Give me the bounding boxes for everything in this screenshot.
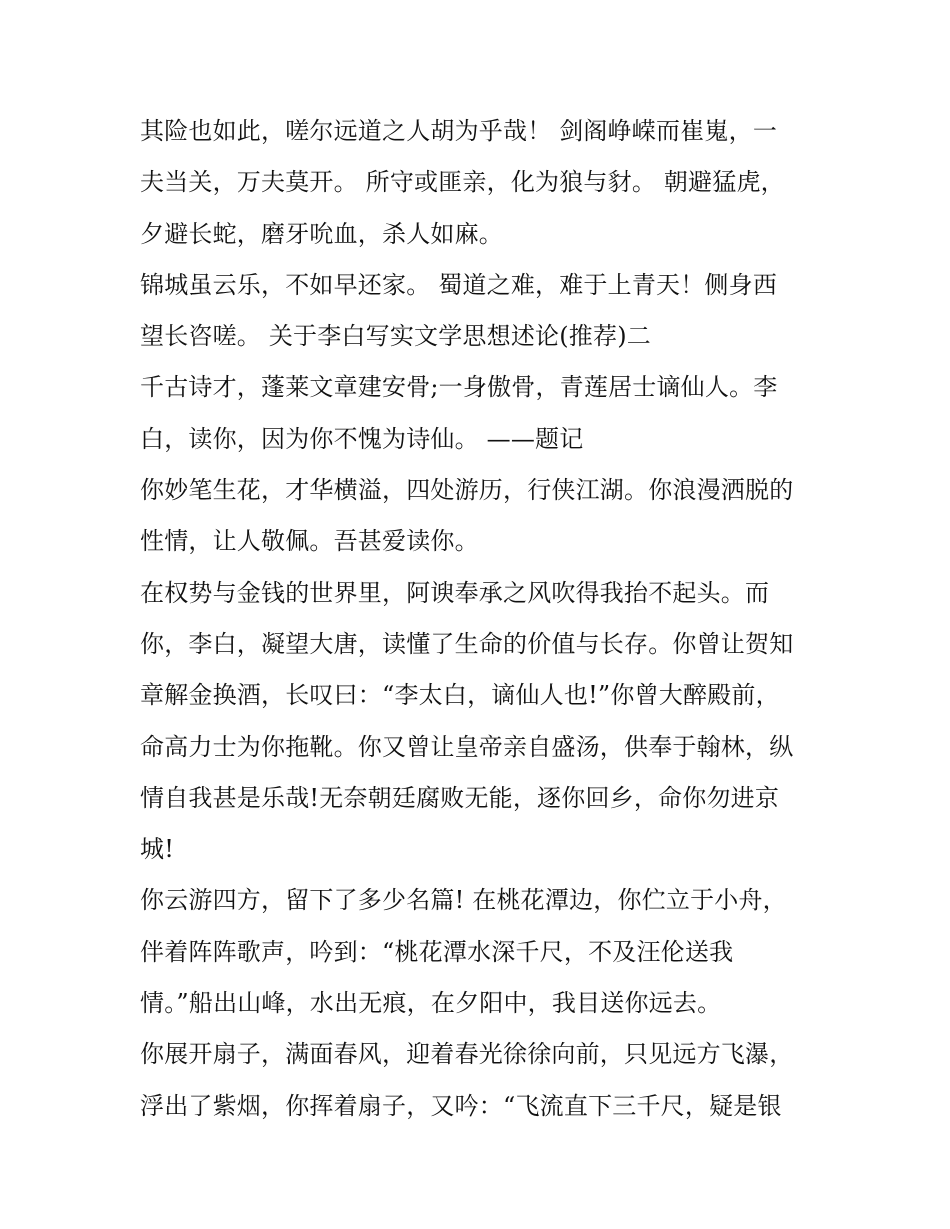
text-line: 你云游四方，留下了多少名篇! 在桃花潭边，你伫立于小舟， xyxy=(140,886,787,915)
document-body xyxy=(140,106,820,1132)
text-line: 情自我甚是乐哉!无奈朝廷腐败无能，逐你回乡，命你勿进京 xyxy=(140,783,780,812)
text-line: 城! xyxy=(140,835,175,864)
text-line: 在权势与金钱的世界里，阿谀奉承之风吹得我抬不起头。而 xyxy=(140,578,770,607)
text-line: 千古诗才，蓬莱文章建安骨;一身傲骨，青莲居士谪仙人。李 xyxy=(140,373,778,402)
text-line: 命高力士为你拖靴。你又曾让皇帝亲自盛汤，供奉于翰林，纵 xyxy=(140,732,794,761)
text-line: 夕避长蛇，磨牙吮血，杀人如麻。 xyxy=(140,219,503,248)
text-line: 性情，让人敬佩。吾甚爱读你。 xyxy=(140,527,479,556)
text-line: 你妙笔生花，才华横溢，四处游历，行侠江湖。你浪漫洒脱的 xyxy=(140,476,794,505)
text-line: 情。”船出山峰，水出无痕，在夕阳中，我目送你远去。 xyxy=(140,989,722,1018)
text-line: 你展开扇子，满面春风，迎着春光徐徐向前，只见远方飞瀑， xyxy=(140,1040,794,1069)
text-line: 浮出了紫烟，你挥着扇子，又吟：“飞流直下三千尺，疑是银 xyxy=(140,1091,782,1120)
text-line: 伴着阵阵歌声，吟到：“桃花潭水深千尺，不及汪伦送我 xyxy=(140,937,734,966)
text-line: 锦城虽云乐，不如早还家。 蜀道之难，难于上青天！侧身西 xyxy=(140,270,778,299)
text-line: 章解金换酒，长叹曰：“李太白，谪仙人也!”你曾大醉殿前， xyxy=(140,681,780,710)
text-line: 其险也如此，嗟尔远道之人胡为乎哉！ 剑阁峥嵘而崔嵬，一 xyxy=(140,117,778,145)
text-line: 你，李白，凝望大唐，读懂了生命的价值与长存。你曾让贺知 xyxy=(140,629,794,658)
text-line: 望长咨嗟。 关于李白写实文学思想述论(推荐)二 xyxy=(140,322,651,351)
text-line: 夫当关，万夫莫开。 所守或匪亲，化为狼与豺。 朝避猛虎， xyxy=(140,168,785,197)
text-line: 白，读你，因为你不愧为诗仙。 ——题记 xyxy=(140,424,584,453)
